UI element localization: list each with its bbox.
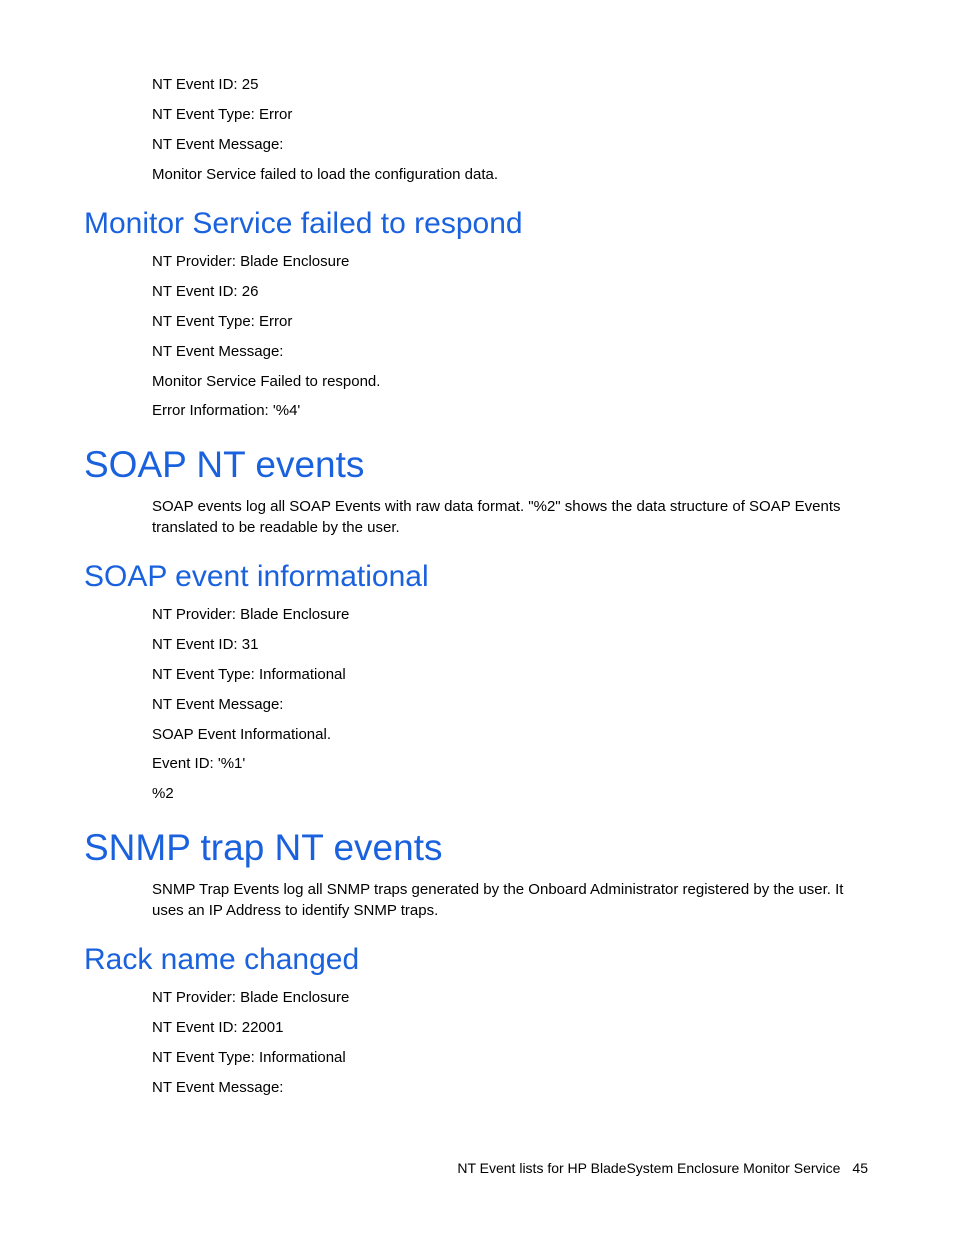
page-number: 45 <box>852 1160 868 1176</box>
provider-line: NT Provider: Blade Enclosure <box>152 253 350 270</box>
soap-event-id-line: Event ID: '%1' <box>152 755 246 772</box>
event-id-line: NT Event ID: 26 <box>152 283 259 300</box>
event-message-text: Monitor Service failed to load the configuration data. <box>152 166 499 183</box>
page-footer <box>457 1158 868 1178</box>
soap-description: SOAP events log all SOAP Events with raw data format. "%2" shows the data structure of SOAP Events translated to be readable by the user. <box>152 498 841 536</box>
event-message-label: NT Event Message: <box>152 1079 284 1096</box>
event-id-line: NT Event ID: 31 <box>152 636 259 653</box>
event-message-label: NT Event Message: <box>152 136 284 153</box>
event-id-line: NT Event ID: 25 <box>152 76 259 93</box>
heading-rack-name-changed: Rack name changed <box>84 943 360 976</box>
heading-soap-event-informational: SOAP event informational <box>84 560 429 593</box>
event-message-text: Monitor Service Failed to respond. <box>152 373 381 390</box>
event-message-label: NT Event Message: <box>152 343 284 360</box>
event-message-label: NT Event Message: <box>152 696 284 713</box>
event-type-line: NT Event Type: Informational <box>152 1049 346 1066</box>
heading-soap-nt-events: SOAP NT events <box>84 444 365 485</box>
snmp-description: SNMP Trap Events log all SNMP traps generated by the Onboard Administrator registered by the user. It uses an IP Address to identify SNMP traps. <box>152 881 844 919</box>
footer-title: NT Event lists for HP BladeSystem Enclosure Monitor Service <box>457 1160 841 1176</box>
heading-snmp-trap-nt-events: SNMP trap NT events <box>84 827 443 868</box>
event-type-line: NT Event Type: Informational <box>152 666 346 683</box>
event-message-text: SOAP Event Informational. <box>152 726 331 743</box>
error-information-line: Error Information: '%4' <box>152 402 301 419</box>
event-type-line: NT Event Type: Error <box>152 106 293 123</box>
soap-data-placeholder: %2 <box>152 785 174 802</box>
provider-line: NT Provider: Blade Enclosure <box>152 606 350 623</box>
event-type-line: NT Event Type: Error <box>152 313 293 330</box>
provider-line: NT Provider: Blade Enclosure <box>152 989 350 1006</box>
event-id-line: NT Event ID: 22001 <box>152 1019 284 1036</box>
heading-failed-to-respond: Monitor Service failed to respond <box>84 207 523 240</box>
